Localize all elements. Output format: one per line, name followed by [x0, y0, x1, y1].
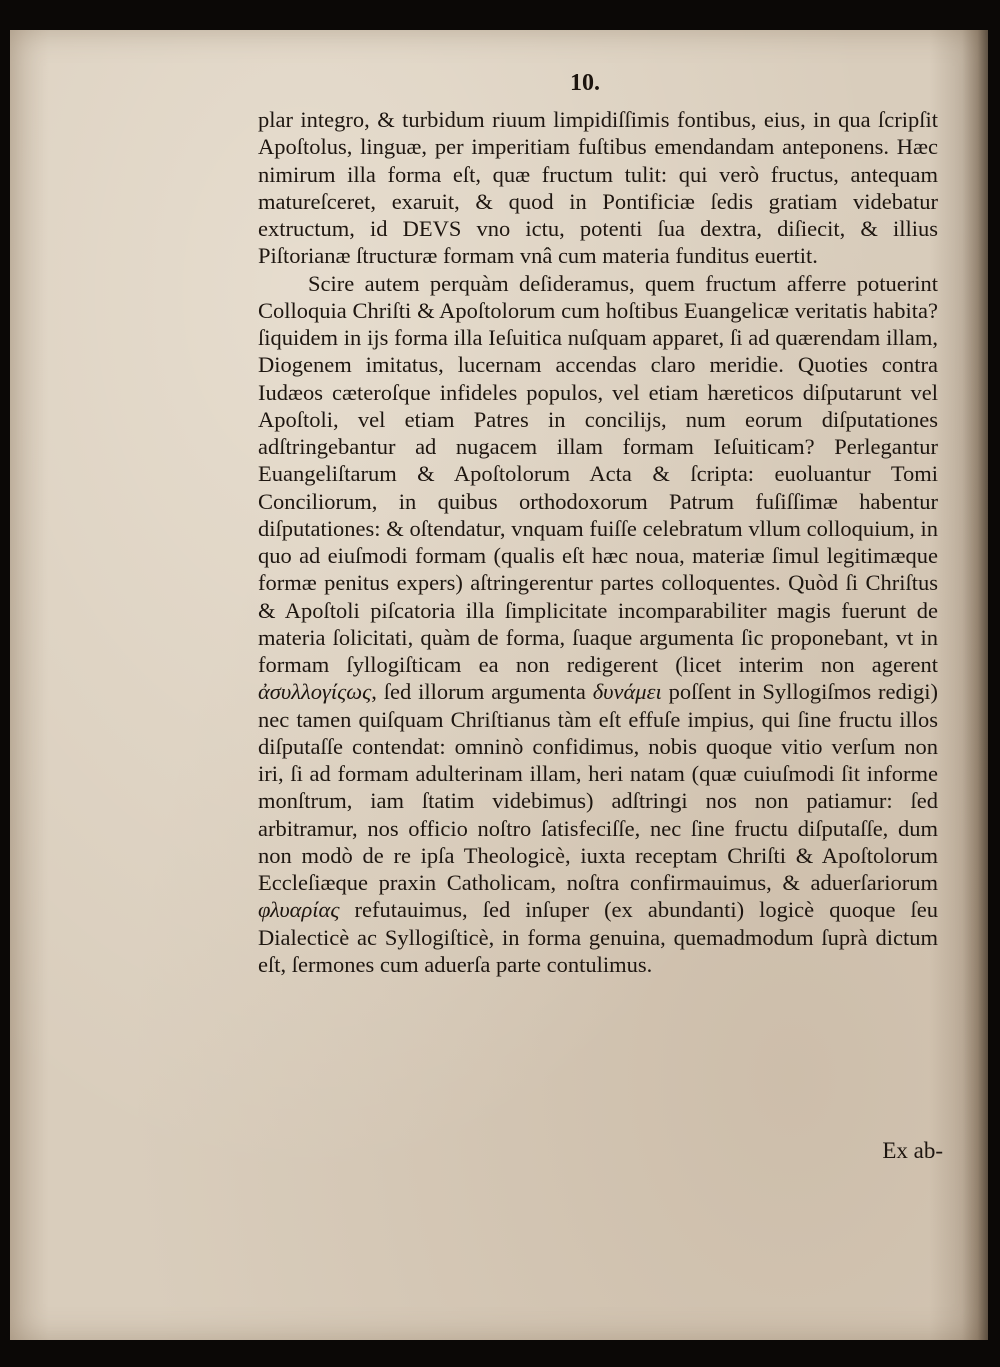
paragraph — [258, 270, 938, 979]
text-segment: plar integro, & turbidum riuum limpidiſſimis fontibus, eius, in qua ſcripſit Apoſtolus, linguæ, per imperitiam fuſtibus emendandam anteponens. Hæc nimirum illa forma eſt, quæ fructum tulit: qui verò fructus, antequam matureſceret, exaruit, & quod in Pontificiæ ſedis gratiam videbatur extructum, id DEVS vno ictu, potenti ſua dextra, diſiecit, & illius Piſtorianæ ſtructuræ formam vnâ cum materia funditus euertit. — [258, 107, 938, 269]
body-text — [258, 106, 938, 978]
catchword: Ex ab- — [882, 1138, 943, 1163]
text-segment: poſſent in Syllogiſmos redigi) nec tamen quiſquam Chriſtianus tàm eſt effuſe impius, qui ſine fructu illos diſputaſſe contendat: omninò confidimus, nobis quoque vitio verſum non iri, ſi ad formam adulterinam illam, heri natam (quæ cuiuſmodi ſit informe monſtrum, iam ſtatim videbimus) adſtringi nos non patiamur: ſed arbitramur, nos officio noſtro ſatisfeciſſe, nec ſine fructu diſputaſſe, dum non modò de re ipſa Theologicè, iuxta receptam Chriſti & Apoſtolorum Eccleſiæque praxin Catholicam, noſtra confirmauimus, & aduerſariorum — [258, 679, 938, 895]
greek-word: δυνάμει — [592, 679, 662, 705]
page-number: 10. — [570, 70, 600, 96]
paragraph — [258, 106, 938, 270]
text-segment: Scire autem perquàm deſideramus, quem fructum afferre potuerint Colloquia Chriſti & Apoſtolorum cum hoſtibus Euangelicæ veritatis habita? ſiquidem in ijs forma illa Ieſuitica nuſquam apparet, ſi ad quærendam illam, Diogenem imitatus, lucernam accendas claro meridie. Quoties contra Iudæos cæteroſque infideles populos, vel etiam hæreticos diſputarunt vel Apoſtoli, vel etiam Patres in concilijs, num eorum diſputationes adſtringebantur ad nugacem illam formam Ieſuiticam? Perlegantur Euangeliſtarum & Apoſtolorum Acta & ſcripta: euoluantur Tomi Conciliorum, in quibus orthodoxorum Patrum fuſiſſimæ habentur diſputationes: & oſtendatur, vnquam fuiſſe celebratum vllum colloquium, in quo ad eiuſmodi formam (qualis eſt hæc noua, materiæ ſimul legitimæque formæ penitus expers) aſtringerentur partes colloquentes. Quòd ſi Chriſtus & Apoſtoli piſcatoria illa ſimplicitate incomparabiliter magis fuerunt de materia ſolicitati, quàm de forma, ſuaque argumenta ſic proponebant, vt in formam ſyllogiſticam ea non redigerent (licet interim non agerent — [258, 270, 938, 677]
greek-word: φλυαρίας — [258, 897, 340, 923]
greek-word: ἀσυλλογίςως — [258, 679, 372, 705]
text-segment: , ſed illorum argumenta — [371, 679, 593, 705]
page-edge-shadow — [962, 30, 988, 1340]
text-segment: refutauimus, ſed inſuper (ex abundanti) logicè quoque ſeu Dialecticè ac Syllogiſticè, in forma genuina, quemadmodum ſuprà dictum eſt, ſermones cum aduerſa parte contulimus. — [258, 897, 938, 977]
book-page — [10, 30, 988, 1340]
